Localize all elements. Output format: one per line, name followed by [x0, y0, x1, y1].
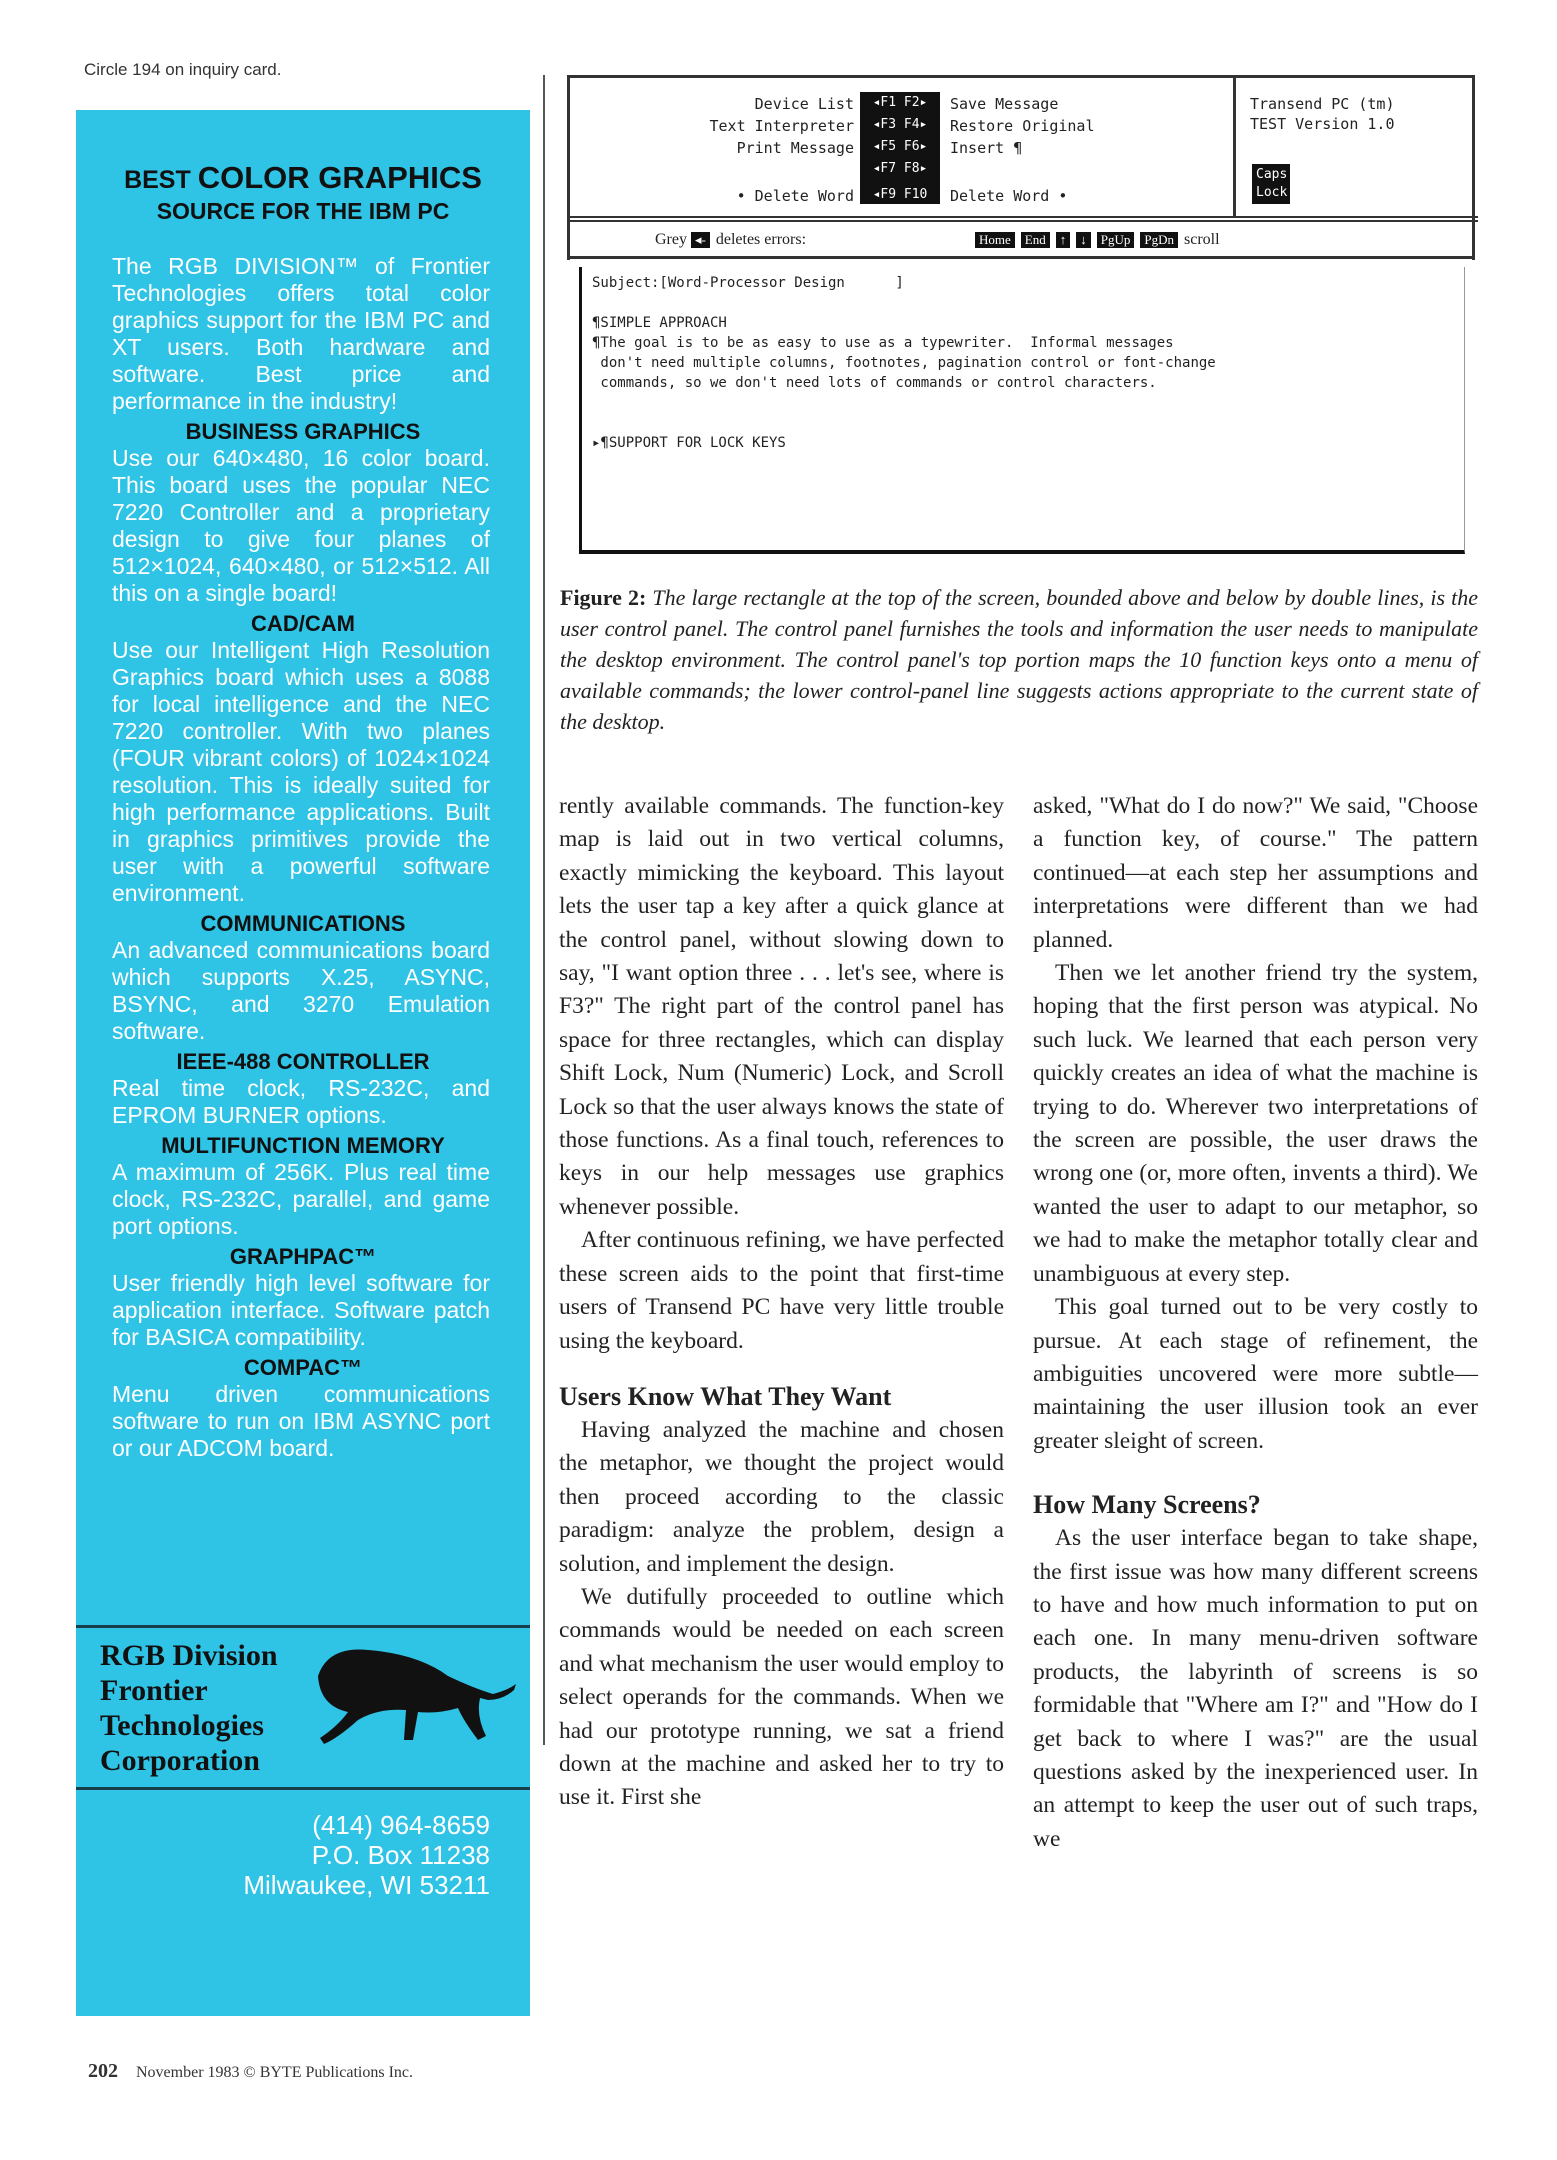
advertisement [76, 110, 530, 2016]
version-line: TEST Version 1.0 [1250, 115, 1395, 133]
nav-key: End [1021, 232, 1050, 248]
page-number: 202 [88, 2060, 118, 2082]
nav-key: ↑ [1056, 232, 1071, 248]
document-line [592, 293, 1454, 313]
headline-color-graphics: COLOR GRAPHICS [197, 160, 482, 195]
document-line: ¶The goal is to be as easy to use as a typewriter. Informal messages [592, 335, 1174, 351]
ad-section-title: CAD/CAM [251, 611, 355, 636]
function-key-label: • Delete Word [736, 187, 854, 205]
document-line: don't need multiple columns, footnotes, pagination control or font-change [592, 355, 1216, 371]
nav-key: PgDn [1140, 232, 1178, 248]
company-line: Technologies [100, 1709, 264, 1742]
caps-lock-indicator: Caps Lock [1252, 164, 1290, 204]
ad-section-title: COMMUNICATIONS [200, 911, 406, 936]
panel-divider [1233, 78, 1236, 218]
ad-section-title: MULTIFUNCTION MEMORY [161, 1133, 445, 1158]
company-logo-block [76, 1625, 530, 1790]
phone-number: (414) 964-8659 [312, 1810, 490, 1840]
function-key-pair: ◂F1 F2▸ [872, 95, 928, 110]
inquiry-note: Circle 194 on inquiry card. [84, 60, 282, 79]
ad-sections [76, 419, 530, 1462]
ad-section-text: A maximum of 256K. Plus real time clock, RS-232C, parallel, and game port options. [112, 1159, 490, 1239]
ad-section-text: An advanced communications board which supports X.25, ASYNC, BSYNC, and 3270 Emulation software. [112, 937, 490, 1044]
function-keys [860, 92, 940, 204]
copyright: November 1983 © BYTE Publications Inc. [136, 2064, 413, 2081]
figure-2-screenshot [567, 75, 1475, 560]
ad-section-text: User friendly high level software for application interface. Software patch for BASICA compatibility. [112, 1270, 490, 1350]
function-key-label: Device List [754, 95, 854, 113]
title-line: Transend PC (tm) [1250, 95, 1395, 113]
function-key-label: Insert ¶ [950, 139, 1023, 157]
article-column-2 [1033, 790, 1478, 1856]
double-line [570, 216, 1478, 222]
function-key-label: Delete Word • [950, 187, 1068, 205]
hint-text: deletes errors: [715, 231, 807, 248]
nav-key: PgUp [1097, 232, 1135, 248]
document-line: Subject:[Word-Processor Design ] [592, 275, 904, 291]
function-key-pair: ◂F5 F6▸ [872, 139, 928, 154]
function-key-pair: ◂F3 F4▸ [872, 117, 928, 132]
paragraph: This goal turned out to be very costly to pursue. At each stage of refinement, the ambiguities uncovered were more subtle—maintaining the user illusion took an ever greater sleight of screen. [1033, 1294, 1478, 1454]
ad-section-text: Use our 640×480, 16 color board. This board uses the popular NEC 7220 Controller and a proprietary design to give four planes of 512×1024, 640×480, or 512×512. All this on a single board! [112, 445, 490, 606]
hint-scroll [975, 231, 1220, 249]
function-key-label: Text Interpreter [709, 117, 854, 135]
function-key-label: Restore Original [950, 117, 1095, 135]
lion-logo-icon [308, 1646, 518, 1756]
paragraph: asked, "What do I do now?" We said, "Choose a function key, of course." The pattern continued—at each step her assumptions and interpretations were different than we had planned. [1033, 793, 1478, 953]
paragraph: As the user interface began to take shape, the first issue was how many different screens to have and how much information to put on each one. In many menu-driven software products, the labyrinth of screens is so formidable that "Where am I?" and "How do I get back to where I was?" are the usual questions asked by the inexperienced user. In an attempt to keep the user out of such traps, we [1033, 1525, 1478, 1852]
document-area [579, 267, 1465, 554]
document-line: ▸¶SUPPORT FOR LOCK KEYS [592, 435, 786, 451]
company-line: RGB Division [100, 1639, 278, 1672]
ad-subheadline: SOURCE FOR THE IBM PC [156, 198, 450, 224]
ad-section-title: IEEE-488 CONTROLLER [176, 1049, 430, 1074]
hint-text: scroll [1183, 231, 1220, 248]
figure-caption [560, 582, 1478, 737]
nav-key: ↓ [1076, 232, 1091, 248]
function-key-label [950, 160, 1095, 186]
ad-headline [76, 160, 530, 196]
function-key-right-labels [950, 94, 1095, 208]
company-line: Corporation [100, 1744, 260, 1777]
section-heading: How Many Screens? [1033, 1490, 1261, 1520]
company-name [100, 1638, 278, 1778]
function-key-label [570, 160, 854, 186]
document-line [592, 393, 1454, 413]
ad-section-text: Real time clock, RS-232C, and EPROM BURNER options. [112, 1075, 490, 1128]
function-key-pair: ◂F9 F10 [872, 187, 928, 202]
paragraph: After continuous refining, we have perfected these screen aids to the point that first-time users of Transend PC have very little trouble using the keyboard. [559, 1227, 1004, 1354]
ad-section-title: COMPAC™ [243, 1355, 363, 1380]
section-heading: Users Know What They Want [559, 1381, 892, 1411]
hint-text: Grey [655, 231, 687, 248]
city: Milwaukee, WI 53211 [243, 1870, 490, 1900]
po-box: P.O. Box 11238 [311, 1840, 490, 1870]
company-line: Frontier [100, 1674, 208, 1707]
backspace-key: ◂- [691, 232, 710, 248]
ad-section-title: BUSINESS GRAPHICS [185, 419, 421, 444]
ad-section-text: Menu driven communications software to run on IBM ASYNC port or our ADCOM board. [112, 1381, 490, 1461]
hint-line [567, 225, 1475, 259]
paragraph: rently available commands. The function-key map is laid out in two vertical columns, exactly mimicking the keyboard. This layout lets the user tap a key after a quick glance at the control panel, without slowing down to say, "I want option three . . . let's see, where is F3?" The right part of the control panel has space for three rectangles, which can display Shift Lock, Num (Numeric) Lock, and Scroll Lock so that the user always knows the state of those functions. As a final touch, references to keys in our help messages use graphics whenever possible. [559, 793, 1004, 1220]
function-key-left-labels [570, 94, 854, 208]
document-line: ¶SIMPLE APPROACH [592, 315, 727, 331]
ad-intro: The RGB DIVISION™ of Frontier Technologies offers total color graphics support for the IBM PC and XT users. Both hardware and software. Best price and performance in the industry! [112, 253, 490, 414]
document-line [592, 413, 1454, 433]
paragraph: Having analyzed the machine and chosen the metaphor, we thought the project would then proceed according to the classic paradigm: analyze the problem, design a solution, and implement the design. [559, 1416, 1004, 1577]
paragraph: Then we let another friend try the system, hoping that the first person was atypical. No such luck. We learned that each person very quickly creates an idea of what the machine is trying to do. Wherever two interpretations of the screen are possible, the user draws the wrong one (or, more often, invents a third). We wanted the user to adapt to our metaphor, so we had to make the metaphor totally clear and unambiguous at every step. [1033, 960, 1478, 1287]
page-footer [88, 2060, 413, 2083]
paragraph: We dutifully proceeded to outline which commands would be needed on each screen and what mechanism the user would employ to select operands for the commands. When we had our prototype running, we sat a friend down at the machine and asked her to try to use it. First she [559, 1583, 1004, 1811]
hint-delete [655, 231, 806, 249]
nav-key: Home [975, 232, 1015, 248]
function-key-label: Print Message [736, 139, 854, 157]
article-column-1 [559, 790, 1004, 1815]
caption-label: Figure 2: [560, 585, 647, 610]
company-address [243, 1810, 490, 1900]
function-key-pair: ◂F7 F8▸ [872, 161, 928, 176]
caption-text: The large rectangle at the top of the screen, bounded above and below by double lines, is the user control panel. The control panel furnishes the tools and information the user needs to manipulate the desktop environment. The control panel's top portion maps the 10 function keys onto a menu of available commands; the lower control-panel line suggests actions appropriate to the current state of the desktop. [560, 585, 1478, 734]
column-divider [543, 75, 545, 1745]
ad-section-text: Use our Intelligent High Resolution Graphics board which uses a 8088 for local intelligence and the NEC 7220 controller. With two planes (FOUR vibrant colors) of 1024×1024 resolution. This is ideally suited for high performance applications. Built in graphics primitives provide the user with a powerful software environment. [112, 637, 490, 906]
headline-best: BEST [124, 166, 191, 194]
document-line: commands, so we don't need lots of commands or control characters. [592, 375, 1157, 391]
function-key-label: Save Message [950, 95, 1059, 113]
program-title [1250, 94, 1395, 134]
ad-section-title: GRAPHPAC™ [229, 1244, 377, 1269]
